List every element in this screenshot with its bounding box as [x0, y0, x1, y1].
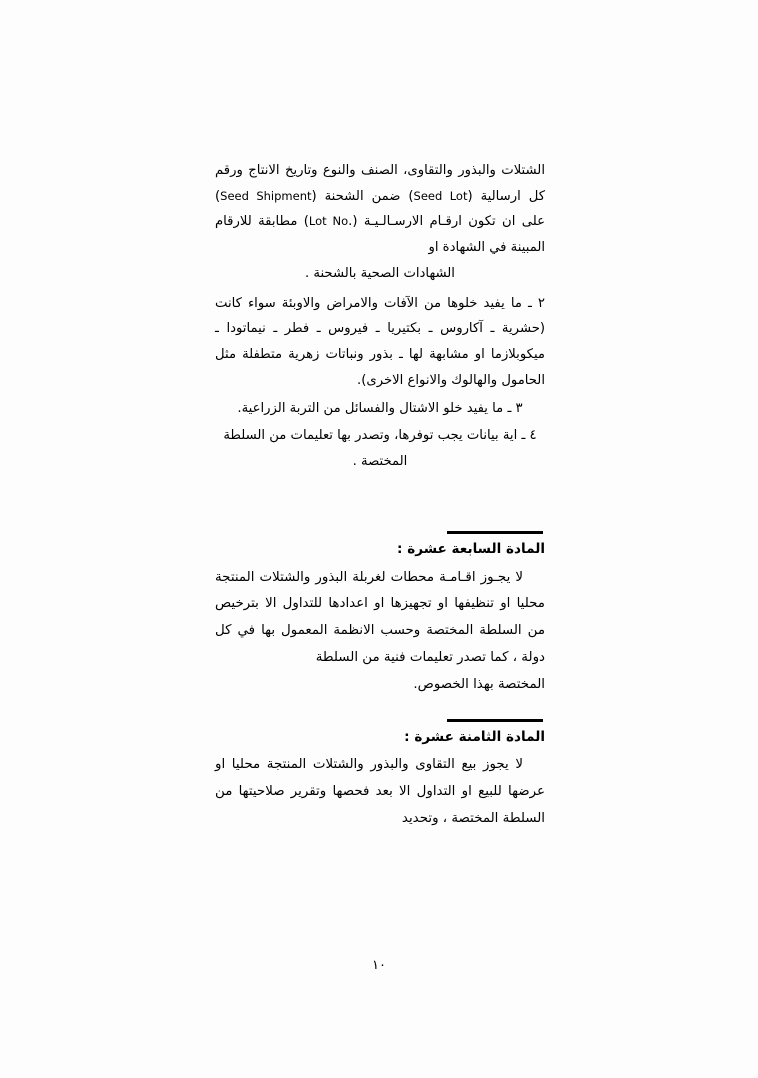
list-item-line: آكاروس ـ بكتيريا ـ فيروس ـ فطر ـ نيماتودا ـ ميكوبلازما او مشابهة: [215, 321, 545, 363]
list-item-line: ما يفيد خلوها من الآفات والامراض والاوبئة سواء كانت (حشرية ـ: [215, 295, 546, 337]
article-body-line: لا يجوز بيع التقاوى والبذور والشتلات المنتجة محليا او عرضها للبيع: [215, 757, 546, 800]
page-content: [215, 158, 545, 833]
top-paragraph-line-1: الشتلات والبذور والتقاوى، الصنف والنوع وتاريخ الانتاج ورقم كل: [215, 163, 545, 204]
list-item-marker: ٤ ـ: [521, 428, 537, 444]
seed-shipment-term: Seed Shipment: [220, 188, 312, 203]
article-body-line: لا يجـوز اقـامـة محطات لغربلة البذور والشتلات المنتجة محليا او: [215, 569, 545, 612]
article-seventeen: [215, 531, 545, 699]
top-paragraph-line-2c: ) على ان تكون: [215, 188, 545, 230]
top-paragraph-line-3a: ارقـام الارسـالـيـة (.: [348, 214, 462, 230]
list-item-line: ما يفيد خلو الاشتال والفسائل من التربة الزراعية.: [237, 400, 504, 416]
article-eighteen-body: [215, 752, 545, 832]
article-rule: [447, 719, 543, 722]
top-paragraph-line-2a: ارسالية (: [467, 188, 521, 204]
article-eighteen: [215, 719, 545, 833]
top-paragraph-line-2b: ) ضمن الشحنة (: [311, 188, 414, 204]
article-body-line: وحسب الانظمة المعمول بها في كل دولة ، كما تصدر تعليمات فنية من السلطة: [215, 623, 545, 665]
article-body-line: او التداول الا بعد فحصها وتقرير صلاحيتها من السلطة المختصة ، وتحديد: [215, 784, 545, 826]
article-seventeen-body: [215, 565, 545, 699]
page-number: ١٠: [372, 958, 386, 973]
list-item-line: اية بيانات يجب توفرها، وتصدر بها تعليمات من السلطة المختصة .: [223, 428, 518, 470]
lot-no-term: Lot No: [308, 214, 349, 229]
top-paragraph-line-3b: ) مطابقة للارقام المبينة في الشهادة او: [215, 214, 545, 256]
list-item: [215, 291, 545, 394]
article-body-line: المختصة بهذا الخصوص.: [413, 676, 545, 692]
list-item-line: لها ـ بذور ونباتات زهرية متطفلة مثل الحامول والهالوك والانواع: [215, 347, 545, 388]
top-paragraph-line-4: الشهادات الصحية بالشحنة .: [305, 265, 455, 281]
article-body-line: تنظيفها او تجهيزها او اعدادها للتداول الا بترخيص من السلطة المختصة: [215, 596, 545, 639]
list-item-marker: ٢ ـ: [527, 295, 545, 311]
article-eighteen-title: المادة الثامنة عشرة :: [404, 728, 545, 745]
seed-lot-term: Seed Lot: [413, 188, 468, 203]
top-paragraph: [215, 158, 545, 287]
list-item: [215, 423, 545, 474]
numbered-list: [215, 291, 545, 475]
article-seventeen-title: المادة السابعة عشرة :: [397, 540, 545, 557]
list-item: [215, 396, 545, 422]
list-item-marker: ٣ ـ: [507, 400, 523, 416]
article-rule: [447, 531, 543, 534]
section-spacer: [215, 477, 545, 511]
list-item-line: الاخرى).: [357, 372, 404, 388]
